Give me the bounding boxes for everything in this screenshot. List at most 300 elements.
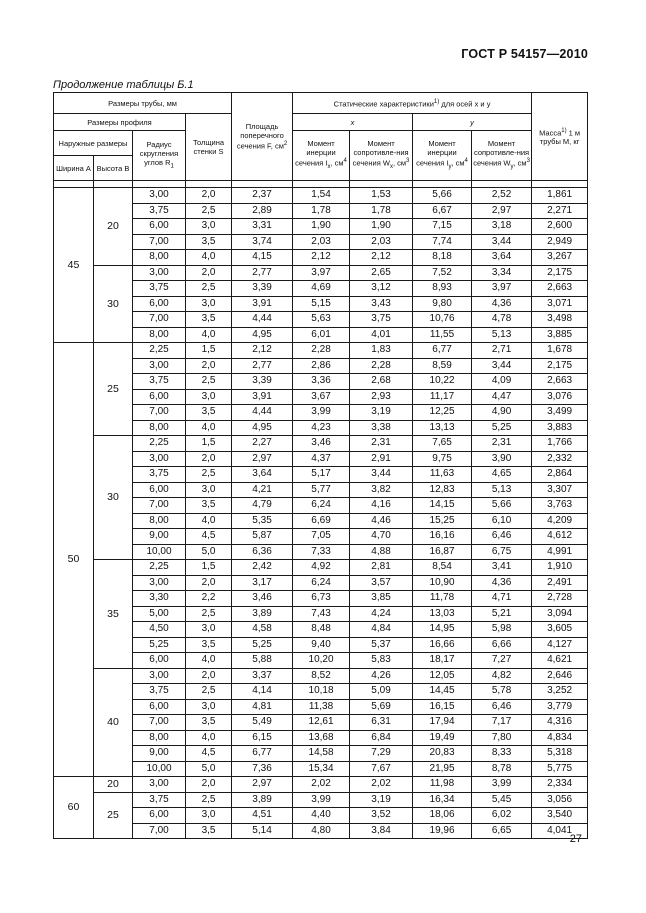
table-cell: 5,17 bbox=[293, 467, 350, 483]
table-cell: 3,44 bbox=[472, 358, 532, 374]
table-cell: 7,00 bbox=[133, 715, 186, 731]
header-height: Высота B bbox=[94, 156, 133, 181]
table-row bbox=[54, 591, 588, 607]
table-cell: 7,33 bbox=[293, 544, 350, 560]
table-cell: 3,75 bbox=[133, 684, 186, 700]
table-cell: 3,00 bbox=[133, 358, 186, 374]
table-cell: 18,06 bbox=[413, 808, 472, 824]
table-cell: 5,49 bbox=[232, 715, 293, 731]
table-cell: 16,34 bbox=[413, 792, 472, 808]
table-cell: 1,53 bbox=[350, 188, 413, 204]
height-cell: 20 bbox=[94, 777, 133, 793]
table-cell: 2,02 bbox=[293, 777, 350, 793]
table-cell: 1,5 bbox=[186, 343, 232, 359]
table-cell: 14,95 bbox=[413, 622, 472, 638]
width-cell: 45 bbox=[54, 188, 94, 343]
table-cell: 3,41 bbox=[472, 560, 532, 576]
table-cell: 1,766 bbox=[532, 436, 588, 452]
table-row bbox=[54, 436, 588, 452]
table-cell: 4,36 bbox=[472, 296, 532, 312]
table-cell: 6,84 bbox=[350, 730, 413, 746]
table-cell: 8,00 bbox=[133, 250, 186, 266]
table-cell: 3,99 bbox=[293, 792, 350, 808]
table-cell: 3,00 bbox=[133, 265, 186, 281]
table-cell: 3,779 bbox=[532, 699, 588, 715]
table-row bbox=[54, 668, 588, 684]
table-cell: 2,28 bbox=[350, 358, 413, 374]
table-cell: 7,80 bbox=[472, 730, 532, 746]
width-cell: 50 bbox=[54, 343, 94, 777]
table-cell: 8,00 bbox=[133, 327, 186, 343]
table-cell: 1,90 bbox=[350, 219, 413, 235]
table-cell: 2,12 bbox=[293, 250, 350, 266]
table-cell: 3,89 bbox=[232, 792, 293, 808]
table-cell: 3,307 bbox=[532, 482, 588, 498]
table-cell: 5,98 bbox=[472, 622, 532, 638]
table-cell: 4,0 bbox=[186, 327, 232, 343]
table-cell: 7,65 bbox=[413, 436, 472, 452]
table-row bbox=[54, 653, 588, 669]
table-cell: 4,5 bbox=[186, 529, 232, 545]
height-cell: 30 bbox=[94, 265, 133, 343]
table-cell: 3,17 bbox=[232, 575, 293, 591]
table-cell: 11,38 bbox=[293, 699, 350, 715]
table-cell: 1,78 bbox=[293, 203, 350, 219]
table-cell: 3,0 bbox=[186, 622, 232, 638]
table-cell: 1,54 bbox=[293, 188, 350, 204]
table-cell: 4,58 bbox=[232, 622, 293, 638]
table-cell: 2,0 bbox=[186, 575, 232, 591]
table-cell: 2,334 bbox=[532, 777, 588, 793]
header-inertia-y: Момент инерции сечения $I_y$, $см^4$ bbox=[413, 131, 472, 181]
table-cell: 6,46 bbox=[472, 529, 532, 545]
table-cell: 5,78 bbox=[472, 684, 532, 700]
table-cell: 3,0 bbox=[186, 219, 232, 235]
table-cell: 5,09 bbox=[350, 684, 413, 700]
table-cell: 3,75 bbox=[133, 374, 186, 390]
table-cell: 14,15 bbox=[413, 498, 472, 514]
table-cell: 2,5 bbox=[186, 374, 232, 390]
table-cell: 4,127 bbox=[532, 637, 588, 653]
header-modulus-x: Момент сопротивле-ния сечения $W_x$, $см^3$ bbox=[350, 131, 413, 181]
table-cell: 5,45 bbox=[472, 792, 532, 808]
table-cell: 5,14 bbox=[232, 823, 293, 839]
table-cell: 7,15 bbox=[413, 219, 472, 235]
table-cell: 2,175 bbox=[532, 358, 588, 374]
table-cell: 8,54 bbox=[413, 560, 472, 576]
table-cell: 3,89 bbox=[232, 606, 293, 622]
table-cell: 8,00 bbox=[133, 420, 186, 436]
table-cell: 3,82 bbox=[350, 482, 413, 498]
header-mass: Масса$^{1)}$ 1 м трубы M, кг bbox=[532, 93, 588, 181]
table-caption: Продолжение таблицы Б.1 bbox=[53, 79, 194, 91]
table-cell: 4,90 bbox=[472, 405, 532, 421]
table-cell: 19,49 bbox=[413, 730, 472, 746]
table-cell: 3,64 bbox=[472, 250, 532, 266]
table-cell: 4,209 bbox=[532, 513, 588, 529]
table-cell: 4,44 bbox=[232, 405, 293, 421]
table-cell: 3,5 bbox=[186, 312, 232, 328]
table-cell: 5,775 bbox=[532, 761, 588, 777]
table-cell: 4,82 bbox=[472, 668, 532, 684]
table-cell: 2,949 bbox=[532, 234, 588, 250]
table-cell: 6,15 bbox=[232, 730, 293, 746]
table-cell: 2,2 bbox=[186, 591, 232, 607]
table-row bbox=[54, 606, 588, 622]
table-cell: 2,663 bbox=[532, 374, 588, 390]
table-cell: 8,33 bbox=[472, 746, 532, 762]
table-row bbox=[54, 451, 588, 467]
table-cell: 8,59 bbox=[413, 358, 472, 374]
table-cell: 4,621 bbox=[532, 653, 588, 669]
table-cell: 4,0 bbox=[186, 653, 232, 669]
table-cell: 5,13 bbox=[472, 327, 532, 343]
table-row bbox=[54, 684, 588, 700]
table-cell: 2,5 bbox=[186, 606, 232, 622]
table-cell: 7,00 bbox=[133, 234, 186, 250]
table-cell: 3,883 bbox=[532, 420, 588, 436]
table-cell: 3,75 bbox=[350, 312, 413, 328]
table-cell: 4,26 bbox=[350, 668, 413, 684]
table-cell: 3,75 bbox=[133, 203, 186, 219]
table-row bbox=[54, 296, 588, 312]
table-cell: 3,0 bbox=[186, 389, 232, 405]
table-cell: 3,0 bbox=[186, 482, 232, 498]
table-cell: 8,18 bbox=[413, 250, 472, 266]
table-cell: 3,18 bbox=[472, 219, 532, 235]
table-cell: 5,21 bbox=[472, 606, 532, 622]
table-row bbox=[54, 482, 588, 498]
table-row bbox=[54, 219, 588, 235]
table-cell: 6,65 bbox=[472, 823, 532, 839]
table-cell: 20,83 bbox=[413, 746, 472, 762]
table-cell: 5,69 bbox=[350, 699, 413, 715]
table-cell: 3,19 bbox=[350, 405, 413, 421]
table-cell: 3,39 bbox=[232, 374, 293, 390]
table-row bbox=[54, 188, 588, 204]
table-cell: 14,45 bbox=[413, 684, 472, 700]
table-cell: 4,65 bbox=[472, 467, 532, 483]
table-cell: 4,09 bbox=[472, 374, 532, 390]
table-cell: 4,80 bbox=[293, 823, 350, 839]
table-cell: 3,498 bbox=[532, 312, 588, 328]
table-cell: 3,97 bbox=[293, 265, 350, 281]
table-row bbox=[54, 498, 588, 514]
table-cell: 4,69 bbox=[293, 281, 350, 297]
table-cell: 3,37 bbox=[232, 668, 293, 684]
table-cell: 3,44 bbox=[350, 467, 413, 483]
table-cell: 2,86 bbox=[293, 358, 350, 374]
table-cell: 16,66 bbox=[413, 637, 472, 653]
table-cell: 2,0 bbox=[186, 451, 232, 467]
table-row bbox=[54, 281, 588, 297]
table-cell: 2,5 bbox=[186, 792, 232, 808]
table-cell: 11,63 bbox=[413, 467, 472, 483]
table-row bbox=[54, 405, 588, 421]
table-cell: 9,00 bbox=[133, 529, 186, 545]
table-cell: 2,864 bbox=[532, 467, 588, 483]
pipe-table bbox=[53, 92, 588, 839]
table-cell: 16,87 bbox=[413, 544, 472, 560]
table-cell: 15,25 bbox=[413, 513, 472, 529]
table-row bbox=[54, 777, 588, 793]
table-cell: 2,646 bbox=[532, 668, 588, 684]
table-cell: 6,02 bbox=[472, 808, 532, 824]
table-cell: 8,00 bbox=[133, 730, 186, 746]
table-cell: 3,885 bbox=[532, 327, 588, 343]
table-cell: 3,75 bbox=[133, 792, 186, 808]
table-cell: 2,37 bbox=[232, 188, 293, 204]
table-cell: 3,076 bbox=[532, 389, 588, 405]
table-row bbox=[54, 327, 588, 343]
table-cell: 2,89 bbox=[232, 203, 293, 219]
table-cell: 2,42 bbox=[232, 560, 293, 576]
table-cell: 4,71 bbox=[472, 591, 532, 607]
table-cell: 4,46 bbox=[350, 513, 413, 529]
table-cell: 4,37 bbox=[293, 451, 350, 467]
width-cell: 60 bbox=[54, 777, 94, 839]
table-cell: 10,76 bbox=[413, 312, 472, 328]
table-cell: 3,75 bbox=[133, 467, 186, 483]
header-wall: Толщина стенки S bbox=[186, 114, 232, 181]
table-cell: 3,44 bbox=[472, 234, 532, 250]
table-cell: 2,332 bbox=[532, 451, 588, 467]
table-cell: 6,31 bbox=[350, 715, 413, 731]
table-row bbox=[54, 250, 588, 266]
table-cell: 3,97 bbox=[472, 281, 532, 297]
table-cell: 4,16 bbox=[350, 498, 413, 514]
table-cell: 4,041 bbox=[532, 823, 588, 839]
table-cell: 4,40 bbox=[293, 808, 350, 824]
height-cell: 25 bbox=[94, 343, 133, 436]
table-cell: 8,00 bbox=[133, 513, 186, 529]
table-cell: 3,763 bbox=[532, 498, 588, 514]
table-cell: 4,51 bbox=[232, 808, 293, 824]
table-cell: 2,02 bbox=[350, 777, 413, 793]
table-cell: 9,75 bbox=[413, 451, 472, 467]
table-cell: 2,65 bbox=[350, 265, 413, 281]
table-row bbox=[54, 234, 588, 250]
table-cell: 3,0 bbox=[186, 699, 232, 715]
table-cell: 7,36 bbox=[232, 761, 293, 777]
table-cell: 3,5 bbox=[186, 823, 232, 839]
table-cell: 3,252 bbox=[532, 684, 588, 700]
table-cell: 7,52 bbox=[413, 265, 472, 281]
table-cell: 10,22 bbox=[413, 374, 472, 390]
header-area: Площадь поперечного сечения F, $см^2$ bbox=[232, 93, 293, 181]
table-cell: 3,57 bbox=[350, 575, 413, 591]
table-cell: 1,83 bbox=[350, 343, 413, 359]
table-cell: 7,00 bbox=[133, 405, 186, 421]
table-cell: 10,18 bbox=[293, 684, 350, 700]
table-cell: 5,35 bbox=[232, 513, 293, 529]
table-cell: 11,78 bbox=[413, 591, 472, 607]
table-cell: 3,0 bbox=[186, 296, 232, 312]
header-radius: Радиус скругления углов $R_1$ bbox=[133, 131, 186, 181]
table-cell: 3,39 bbox=[232, 281, 293, 297]
table-row bbox=[54, 312, 588, 328]
table-cell: 3,00 bbox=[133, 777, 186, 793]
table-cell: 11,98 bbox=[413, 777, 472, 793]
table-cell: 1,5 bbox=[186, 436, 232, 452]
table-cell: 5,13 bbox=[472, 482, 532, 498]
table-cell: 3,267 bbox=[532, 250, 588, 266]
table-cell: 3,34 bbox=[472, 265, 532, 281]
table-cell: 13,13 bbox=[413, 420, 472, 436]
table-cell: 2,175 bbox=[532, 265, 588, 281]
table-cell: 2,68 bbox=[350, 374, 413, 390]
table-cell: 3,5 bbox=[186, 234, 232, 250]
table-cell: 4,70 bbox=[350, 529, 413, 545]
table-cell: 5,63 bbox=[293, 312, 350, 328]
table-cell: 3,46 bbox=[293, 436, 350, 452]
table-cell: 12,05 bbox=[413, 668, 472, 684]
table-cell: 9,00 bbox=[133, 746, 186, 762]
table-cell: 3,5 bbox=[186, 715, 232, 731]
table-cell: 10,00 bbox=[133, 544, 186, 560]
table-row bbox=[54, 699, 588, 715]
table-row bbox=[54, 761, 588, 777]
table-cell: 3,12 bbox=[350, 281, 413, 297]
table-cell: 3,00 bbox=[133, 575, 186, 591]
height-cell: 30 bbox=[94, 436, 133, 560]
table-cell: 2,97 bbox=[232, 451, 293, 467]
table-cell: 17,94 bbox=[413, 715, 472, 731]
table-cell: 5,0 bbox=[186, 761, 232, 777]
table-cell: 3,99 bbox=[293, 405, 350, 421]
table-cell: 2,97 bbox=[232, 777, 293, 793]
table-cell: 16,15 bbox=[413, 699, 472, 715]
table-cell: 7,00 bbox=[133, 498, 186, 514]
table-cell: 5,66 bbox=[472, 498, 532, 514]
table-cell: 2,0 bbox=[186, 265, 232, 281]
table-cell: 2,03 bbox=[293, 234, 350, 250]
table-row bbox=[54, 575, 588, 591]
table-cell: 4,95 bbox=[232, 327, 293, 343]
table-cell: 3,5 bbox=[186, 405, 232, 421]
table-cell: 5,83 bbox=[350, 653, 413, 669]
table-cell: 3,91 bbox=[232, 389, 293, 405]
table-cell: 3,00 bbox=[133, 188, 186, 204]
table-cell: 4,47 bbox=[472, 389, 532, 405]
table-cell: 2,25 bbox=[133, 560, 186, 576]
table-cell: 2,93 bbox=[350, 389, 413, 405]
table-cell: 6,67 bbox=[413, 203, 472, 219]
table-cell: 4,44 bbox=[232, 312, 293, 328]
table-cell: 3,46 bbox=[232, 591, 293, 607]
height-cell: 20 bbox=[94, 188, 133, 266]
table-cell: 2,728 bbox=[532, 591, 588, 607]
header-modulus-y: Момент сопротивле-ния сечения $W_y$, $см^3$ bbox=[472, 131, 532, 181]
table-cell: 2,5 bbox=[186, 467, 232, 483]
table-cell: 6,36 bbox=[232, 544, 293, 560]
table-cell: 2,71 bbox=[472, 343, 532, 359]
table-cell: 6,00 bbox=[133, 296, 186, 312]
table-cell: 4,316 bbox=[532, 715, 588, 731]
table-row bbox=[54, 792, 588, 808]
table-row bbox=[54, 808, 588, 824]
table-cell: 5,25 bbox=[232, 637, 293, 653]
table-cell: 4,88 bbox=[350, 544, 413, 560]
table-cell: 4,36 bbox=[472, 575, 532, 591]
table-cell: 9,80 bbox=[413, 296, 472, 312]
table-cell: 5,77 bbox=[293, 482, 350, 498]
table-cell: 2,600 bbox=[532, 219, 588, 235]
table-cell: 3,74 bbox=[232, 234, 293, 250]
table-cell: 6,77 bbox=[413, 343, 472, 359]
header-axis-y: y bbox=[413, 114, 532, 131]
table-row bbox=[54, 560, 588, 576]
table-cell: 2,5 bbox=[186, 684, 232, 700]
table-cell: 6,00 bbox=[133, 482, 186, 498]
table-cell: 5,15 bbox=[293, 296, 350, 312]
table-cell: 6,00 bbox=[133, 653, 186, 669]
table-cell: 1,90 bbox=[293, 219, 350, 235]
table-cell: 4,834 bbox=[532, 730, 588, 746]
table-row bbox=[54, 544, 588, 560]
height-cell: 35 bbox=[94, 560, 133, 669]
table-cell: 13,03 bbox=[413, 606, 472, 622]
table-cell: 6,00 bbox=[133, 808, 186, 824]
table-cell: 4,0 bbox=[186, 420, 232, 436]
table-cell: 8,78 bbox=[472, 761, 532, 777]
table-cell: 7,00 bbox=[133, 823, 186, 839]
table-cell: 2,31 bbox=[350, 436, 413, 452]
table-cell: 4,92 bbox=[293, 560, 350, 576]
table-cell: 3,056 bbox=[532, 792, 588, 808]
header-pipe-dims: Размеры трубы, мм bbox=[54, 93, 232, 114]
table-cell: 7,67 bbox=[350, 761, 413, 777]
table-cell: 3,75 bbox=[133, 281, 186, 297]
table-cell: 14,58 bbox=[293, 746, 350, 762]
table-cell: 2,81 bbox=[350, 560, 413, 576]
table-cell: 4,0 bbox=[186, 730, 232, 746]
table-cell: 5,88 bbox=[232, 653, 293, 669]
table-cell: 6,01 bbox=[293, 327, 350, 343]
table-cell: 2,12 bbox=[350, 250, 413, 266]
table-cell: 2,0 bbox=[186, 668, 232, 684]
header-inertia-x: Момент инерции сечения $I_x$, $см^4$ bbox=[293, 131, 350, 181]
table-cell: 10,90 bbox=[413, 575, 472, 591]
table-cell: 3,5 bbox=[186, 498, 232, 514]
table-cell: 12,25 bbox=[413, 405, 472, 421]
table-row bbox=[54, 529, 588, 545]
table-cell: 2,31 bbox=[472, 436, 532, 452]
table-cell: 4,24 bbox=[350, 606, 413, 622]
table-cell: 5,66 bbox=[413, 188, 472, 204]
table-cell: 3,38 bbox=[350, 420, 413, 436]
table-cell: 4,01 bbox=[350, 327, 413, 343]
table-cell: 2,271 bbox=[532, 203, 588, 219]
table-header bbox=[54, 93, 588, 181]
table-cell: 2,97 bbox=[472, 203, 532, 219]
table-cell: 4,81 bbox=[232, 699, 293, 715]
table-row bbox=[54, 467, 588, 483]
table-cell: 8,52 bbox=[293, 668, 350, 684]
height-cell: 40 bbox=[94, 668, 133, 777]
table-cell: 2,28 bbox=[293, 343, 350, 359]
table-row bbox=[54, 420, 588, 436]
table-cell: 3,52 bbox=[350, 808, 413, 824]
table-cell: 5,00 bbox=[133, 606, 186, 622]
table-cell: 5,0 bbox=[186, 544, 232, 560]
table-cell: 2,25 bbox=[133, 436, 186, 452]
table-cell: 4,0 bbox=[186, 513, 232, 529]
table-cell: 2,27 bbox=[232, 436, 293, 452]
header-outer-dims: Наружные размеры bbox=[54, 131, 133, 156]
table-cell: 5,318 bbox=[532, 746, 588, 762]
table-cell: 3,5 bbox=[186, 637, 232, 653]
